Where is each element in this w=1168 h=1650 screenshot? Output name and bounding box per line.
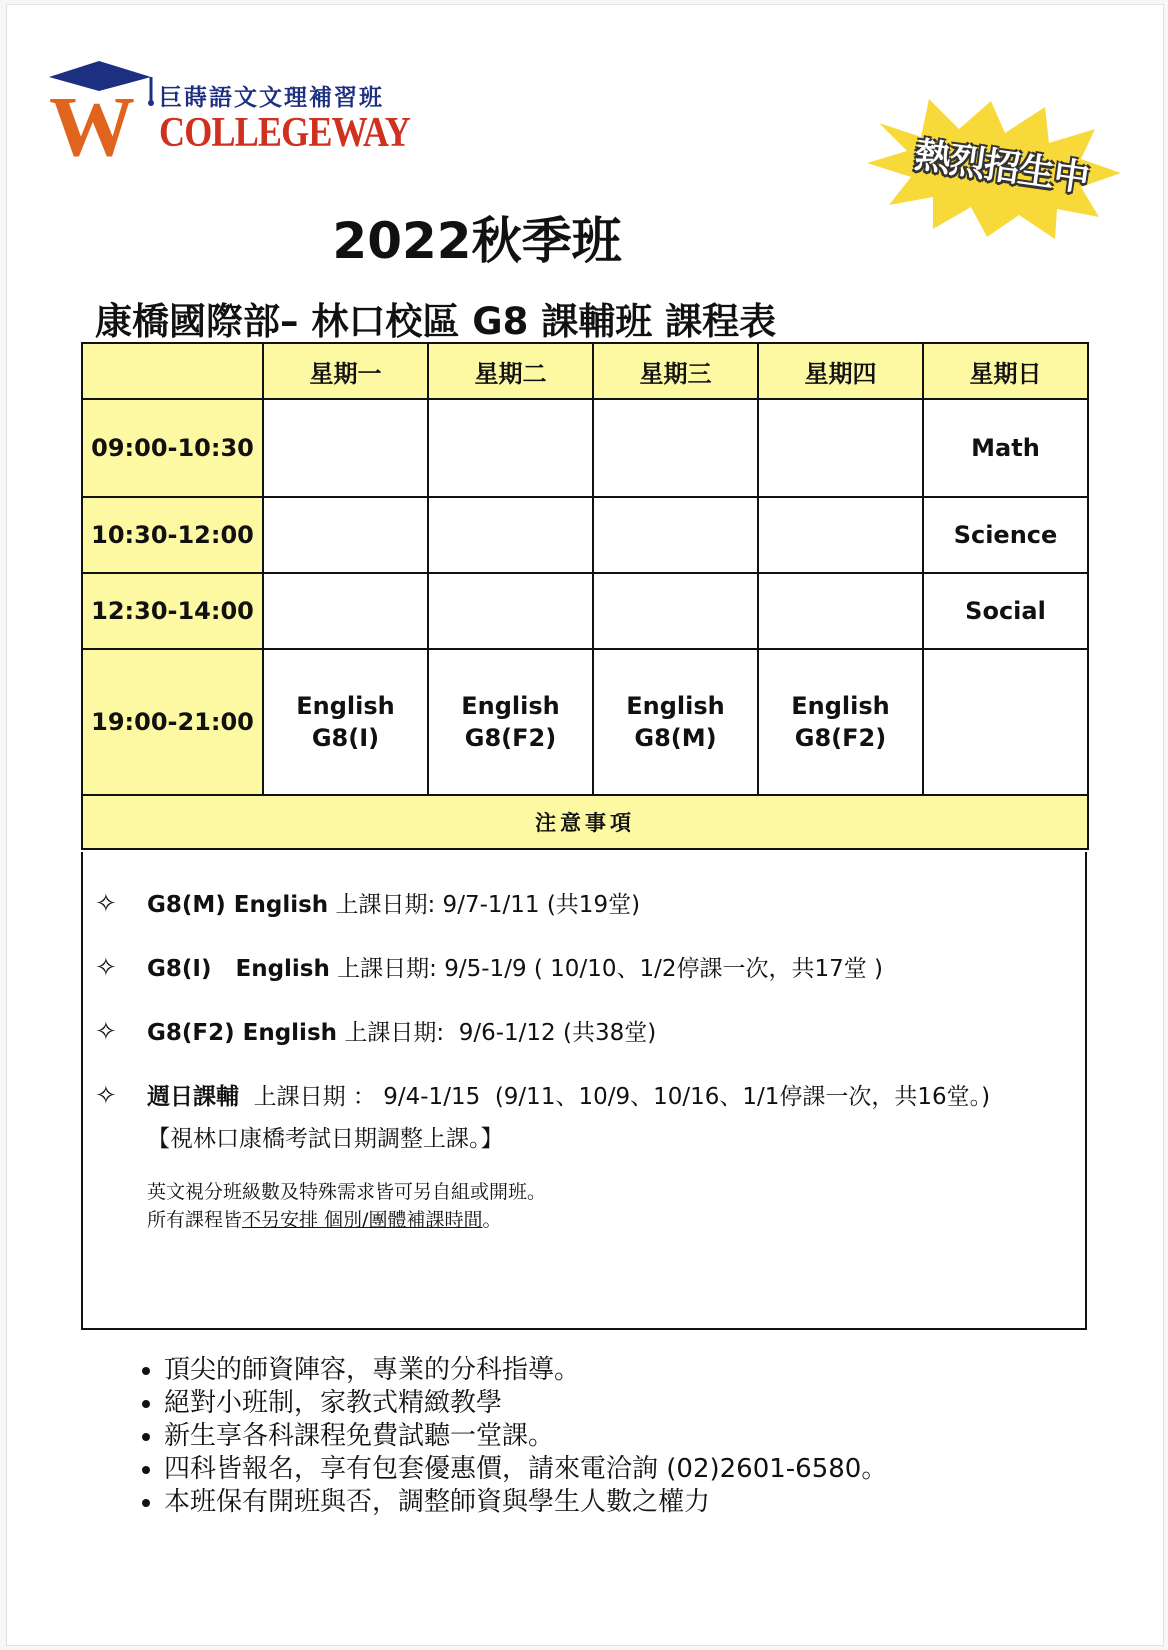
list-item: • 頂尖的師資陣容，專業的分科指導。 — [164, 1354, 887, 1387]
class-group: G8(I) — [311, 724, 380, 752]
class-group: G8(M) — [634, 724, 717, 752]
class-subject: English — [461, 692, 560, 720]
table-cell — [263, 573, 428, 649]
notes-heading: 注意事項 — [82, 795, 1088, 849]
note-label: 週日課輔 — [147, 1084, 239, 1110]
table-cell — [263, 497, 428, 573]
table-header-row — [82, 343, 1088, 399]
feature-bullet-list — [120, 1354, 887, 1519]
english-class-cell — [593, 649, 758, 795]
list-item: • 絕對小班制，家教式精緻教學 — [164, 1387, 887, 1420]
table-row — [82, 649, 1088, 795]
sparkle-star-icon: ✧ — [95, 889, 117, 919]
header-cell-thursday: 星期四 — [758, 343, 923, 399]
english-class-cell — [758, 649, 923, 795]
english-class-cell — [428, 649, 593, 795]
table-cell — [758, 573, 923, 649]
logo-chinese-name: 巨蒔語文文理補習班 — [159, 84, 384, 111]
table-row — [82, 497, 1088, 573]
header-cell-wednesday: 星期三 — [593, 343, 758, 399]
time-cell: 09:00-10:30 — [82, 399, 263, 497]
table-cell: Science — [923, 497, 1088, 573]
note-small-underline: 不另安排 個別/團體補課時間 — [242, 1209, 483, 1231]
burst-text: 熱烈招生中 — [912, 134, 1092, 200]
sparkle-star-icon: ✧ — [95, 1081, 117, 1111]
note-text: 上課日期 ： 9/4-1/15 (9/11、10/9、10/16、1/1停課一次，共16堂。) — [239, 1084, 991, 1110]
notes-heading-row — [82, 795, 1088, 849]
class-subject: English — [296, 692, 395, 720]
collegeway-logo — [47, 57, 427, 167]
note-exam-adjustment: 【視林口康橋考試日期調整上課。】 — [147, 1126, 504, 1152]
note-text: 上課日期: 9/5-1/9 ( 10/10、1/2停課一次，共17堂 ) — [329, 956, 884, 982]
table-cell: Math — [923, 399, 1088, 497]
notes-box — [81, 852, 1087, 1330]
table-cell — [428, 399, 593, 497]
note-small-2 — [147, 1206, 501, 1234]
table-cell — [593, 497, 758, 573]
logo-english-name: COLLEGEWAY — [159, 110, 411, 156]
time-cell: 10:30-12:00 — [82, 497, 263, 573]
graduation-cap-w-icon — [47, 57, 167, 167]
note-label: G8(I) English — [147, 956, 330, 982]
note-text: 上課日期: 9/7-1/11 (共19堂) — [328, 892, 641, 918]
table-row — [82, 399, 1088, 497]
table-cell — [593, 573, 758, 649]
note-label: G8(M) English — [147, 892, 329, 918]
table-cell — [593, 399, 758, 497]
time-cell: 19:00-21:00 — [82, 649, 263, 795]
table-cell — [428, 573, 593, 649]
list-item: • 四科皆報名，享有包套優惠價，請來電洽詢 (02)2601-6580。 — [164, 1453, 887, 1486]
table-cell — [758, 399, 923, 497]
note-item — [95, 1014, 656, 1047]
header-cell-tuesday: 星期二 — [428, 343, 593, 399]
note-item — [95, 1078, 990, 1111]
table-row — [82, 573, 1088, 649]
schedule-table — [81, 342, 1089, 850]
page-title: 2022秋季班 — [332, 212, 622, 270]
table-cell — [428, 497, 593, 573]
class-subject: English — [791, 692, 890, 720]
list-item: • 新生享各科課程免費試聽一堂課。 — [164, 1420, 887, 1453]
note-small-prefix: 所有課程皆 — [147, 1209, 243, 1231]
note-small-1: 英文視分班級數及特殊需求皆可另自組或開班。 — [147, 1181, 547, 1203]
note-item — [95, 886, 640, 919]
table-cell — [758, 497, 923, 573]
note-label: G8(F2) English — [147, 1020, 338, 1046]
logo-letter: W — [49, 78, 135, 167]
class-group: G8(F2) — [464, 724, 557, 752]
page-subtitle: 康橋國際部– 林口校區 G8 課輔班 課程表 — [95, 300, 777, 343]
sparkle-star-icon: ✧ — [95, 953, 117, 983]
list-item: • 本班保有開班與否，調整師資與學生人數之權力 — [164, 1486, 887, 1519]
english-class-cell — [263, 649, 428, 795]
table-cell — [263, 399, 428, 497]
header-cell-sunday: 星期日 — [923, 343, 1088, 399]
time-cell: 12:30-14:00 — [82, 573, 263, 649]
note-text: 上課日期: 9/6-1/12 (共38堂) — [337, 1020, 657, 1046]
table-cell: Social — [923, 573, 1088, 649]
note-item — [95, 950, 883, 983]
header-cell-empty — [82, 343, 263, 399]
class-group: G8(F2) — [794, 724, 887, 752]
sparkle-star-icon: ✧ — [95, 1017, 117, 1047]
class-subject: English — [626, 692, 725, 720]
table-cell — [923, 649, 1088, 795]
header-cell-monday: 星期一 — [263, 343, 428, 399]
note-small-suffix: 。 — [482, 1209, 502, 1231]
